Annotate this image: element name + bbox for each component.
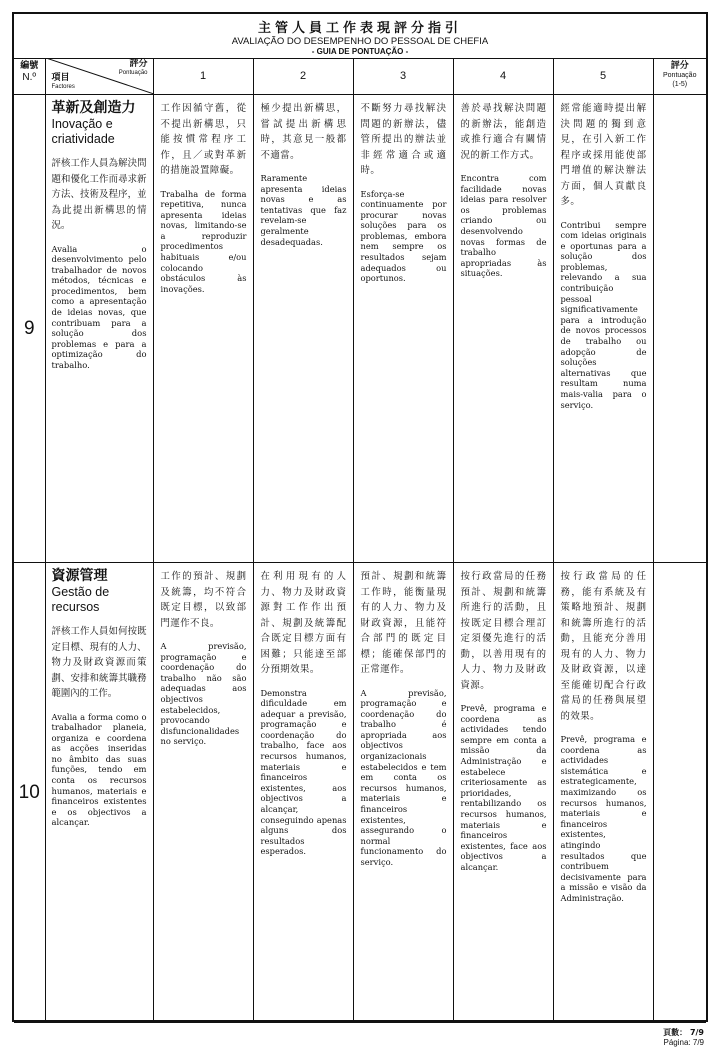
factor-title-zh: 革新及創造力 xyxy=(51,100,136,116)
level-description-zh: 工作因循守舊，從不提出新構思，只能按慣常程序工作，且／或對革新的措施設置障礙。 xyxy=(160,103,247,176)
factor-description-zh: 評核工作人員為解決問題和優化工作而尋求新方法、技術及程序，並為此提出新構思的情況。 xyxy=(51,158,147,231)
scoring-table xyxy=(14,58,706,1023)
score-label-pt: Pontuação xyxy=(118,70,148,76)
factor-column-header xyxy=(45,58,153,95)
factor-cell xyxy=(45,563,153,1023)
level-4-header: 4 xyxy=(453,58,553,95)
factor-description-zh: 評核工作人員如何按既定目標、現有的人力、物力及財政資源而策劃、安排和統籌其職務範圍內的工作。 xyxy=(51,626,147,699)
number-label-zh: 編號 xyxy=(20,61,39,71)
table-header-row xyxy=(14,58,706,95)
level-1-header: 1 xyxy=(153,58,253,95)
final-score-label-pt: Pontuação xyxy=(663,72,697,79)
level-description-pt: Encontra com facilidade novas ideias para resolver os problemas criando ou desenvolvendo novas formas de trabalho apropriadas às situações. xyxy=(460,173,547,279)
row-number: 9 xyxy=(14,95,45,563)
level-description-zh: 按行政當局的任務預計、規劃和統籌所進行的活動，且按既定目標合理訂定須優先進行的活動，以善用現有的人力、物力及財政資源。 xyxy=(460,571,547,691)
score-label-zh: 評分 xyxy=(129,59,148,69)
factor-title-pt: Inovação e criatividade xyxy=(51,117,115,146)
level-description-pt: Esforça-se continuamente por procurar novas soluções para os problemas, embora nem sempre os resultados sejam adequados ou oportunos. xyxy=(360,188,447,284)
level-description-pt: Prevê, programa e coordena as actividades tendo sempre em conta a missão da Administração e estabelece criteriosamente as prioridades, rentabilizando os recursos humanos, materiais e financeiros existentes, face aos objectivos a alcançar. xyxy=(460,703,547,872)
page-number-pt: Página: 7/9 xyxy=(663,1038,704,1047)
final-score-range: (1-5) xyxy=(672,81,688,88)
score-input-cell[interactable] xyxy=(653,95,706,563)
factor-title-zh: 資源管理 xyxy=(51,568,108,584)
level-4-cell xyxy=(453,95,553,563)
score-input-cell[interactable] xyxy=(653,563,706,1023)
level-4-cell xyxy=(453,563,553,1023)
table-row xyxy=(14,95,706,563)
level-description-pt: Raramente apresenta ideias novas e as tentativas que faz revelam-se geralmente desadequadas. xyxy=(260,173,347,247)
level-description-pt: Contribui sempre com ideias originais e oportunas para a solução dos problemas, relevando a sua contribuição pessoal significativamente para a introdução de novos processos de trabalho ou adopção de soluções alternativas que resultam numa mais-valia para o serviço. xyxy=(560,219,647,410)
level-description-zh: 善於尋找解決問題的新辦法，能創造或推行適合有關情況的新工作方式。 xyxy=(460,103,547,161)
level-description-zh: 不斷努力尋找解決問題的新辦法，儘管所提出的辦法並非經常適合或適時。 xyxy=(360,103,447,176)
level-2-cell xyxy=(253,563,353,1023)
level-description-pt: A previsão, programação e coordenação do trabalho não são adequadas aos objectivos estabelecidos, provocando disfuncionalidades no serviço. xyxy=(160,641,247,747)
level-3-cell xyxy=(353,563,453,1023)
title-portuguese: AVALIAÇÃO DO DESEMPENHO DO PESSOAL DE CHEFIA xyxy=(231,36,489,47)
level-description-zh: 工作的預計、規劃及統籌，均不符合既定目標，以致部門運作不良。 xyxy=(160,571,247,629)
form-header xyxy=(14,14,706,59)
factor-title-pt: Gestão de recursos xyxy=(51,585,110,614)
page-number xyxy=(663,1028,704,1048)
table-row xyxy=(14,563,706,1023)
level-5-header: 5 xyxy=(553,58,653,95)
level-1-cell xyxy=(153,95,253,563)
level-description-pt: Trabalha de forma repetitiva, nunca apresenta ideias novas, limitando-se a reproduzir procedimentos habituais e/ou colocando obstáculos às inovações. xyxy=(160,188,247,294)
level-description-zh: 按行政當局的任務，能有系統及有策略地預計、規劃和統籌所進行的活動，且能充分善用現有的人力、物力及財政資源，以達至能確切配合行政當局的任務與展望的效果。 xyxy=(560,571,647,722)
row-number: 10 xyxy=(14,563,45,1023)
level-description-zh: 在利用現有的人力、物力及財政資源對工作作出預計、規劃及統籌配合既定目標方面有困難；只能達至部分預期效果。 xyxy=(260,571,347,675)
level-3-cell xyxy=(353,95,453,563)
level-2-header: 2 xyxy=(253,58,353,95)
factor-cell xyxy=(45,95,153,563)
item-label-pt: Factores xyxy=(51,84,75,90)
title-chinese: 主管人員工作表現評分指引 xyxy=(257,21,462,36)
level-5-cell xyxy=(553,95,653,563)
page-number-zh: 頁數： 7/9 xyxy=(663,1028,704,1037)
final-score-header xyxy=(653,58,706,95)
level-description-pt: Prevê, programa e coordena as actividades sistemática e estrategicamente, maximizando os recursos humanos, materiais e financeiros existentes, atingindo resultados que contribuem decisivamente para a missão e visão da Administração. xyxy=(560,734,647,903)
level-description-zh: 經常能適時提出解決問題的獨到意見，在引入新工作程序或採用能使部門增值的解決辦法方面，個人貢獻良多。 xyxy=(560,103,647,207)
factor-description-pt: Avalia a forma como o trabalhador planeia, organiza e coordena as acções inseridas no âmbito das suas funções, tendo em conta os recursos humanos, materiais e financeiros existentes e os objectivos a alcançar. xyxy=(51,711,147,828)
final-score-label-zh: 評分 xyxy=(670,61,689,71)
level-description-zh: 預計、規劃和統籌工作時，能衡量現有的人力、物力及財政資源，且能符合部門的既定目標；能確保部門的正常運作。 xyxy=(360,571,447,675)
score-label xyxy=(119,60,148,78)
level-description-zh: 極少提出新構思，嘗試提出新構思時，其意見一般都不適當。 xyxy=(260,103,347,161)
number-label-pt: N.º xyxy=(22,72,37,83)
level-3-header: 3 xyxy=(353,58,453,95)
item-label xyxy=(52,74,75,92)
item-label-zh: 項目 xyxy=(51,73,70,83)
level-2-cell xyxy=(253,95,353,563)
number-column-header xyxy=(14,58,45,95)
guide-subtitle: - GUIA DE PONTUAÇÃO - xyxy=(311,47,409,56)
level-description-pt: Demonstra dificuldade em adequar a previsão, programação e coordenação do trabalho, face aos recursos humanos, materiais e financeiros existentes, aos objectivos a alcançar, conseguindo apenas alguns dos resultados esperados. xyxy=(260,687,347,857)
factor-description-pt: Avalia o desenvolvimento pelo trabalhador de novos métodos, técnicas e procedimentos, bem como a apresentação de ideias novas, que contribuam para a solução dos problemas e para a optimização do trabalho. xyxy=(51,243,147,371)
level-description-pt: A previsão, programação e coordenação do trabalho é apropriada aos objectivos organizacionais estabelecidos e tem em conta os recursos humanos, materiais e financeiros existentes, assegurando o normal funcionamento do serviço. xyxy=(360,687,447,867)
level-1-cell xyxy=(153,563,253,1023)
evaluation-form xyxy=(12,12,708,1022)
level-5-cell xyxy=(553,563,653,1023)
